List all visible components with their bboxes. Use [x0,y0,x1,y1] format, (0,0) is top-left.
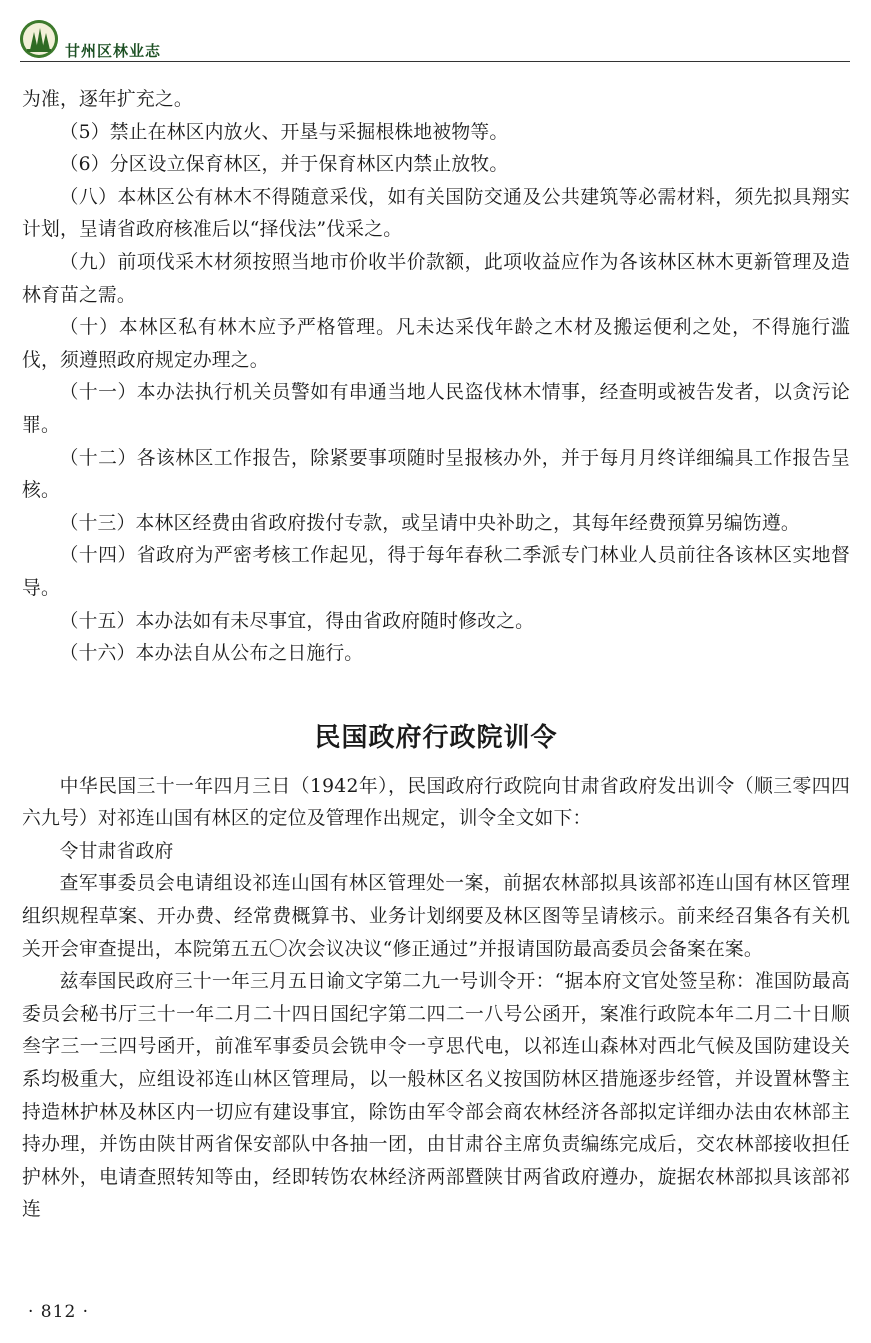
page-body [22,84,850,1227]
paragraph: （十六）本办法自从公布之日施行。 [59,643,364,665]
paragraph: （十二）各该林区工作报告，除紧要事项随时呈报核办外，并于每月月终详细编具工作报告呈核。 [22,447,850,502]
paragraph: （十三）本林区经费由省政府拨付专款，或呈请中央补助之，其每年经费预算另编饬遵。 [59,512,800,534]
paragraph: （5）禁止在林区内放火、开垦与采掘根株地被物等。 [59,121,509,143]
paragraph: 中华民国三十一年四月三日（1942年），民国政府行政院向甘肃省政府发出训令（顺三零四四六九号）对祁连山国有林区的定位及管理作出规定，训令全文如下： [22,775,850,830]
paragraph: 兹奉国民政府三十一年三月五日谕文字第二九一号训令开：“据本府文官处签呈称：准国防最高委员会秘书厅三十一年二月二十四日国纪字第二四二一八号公函开，案准行政院本年二月二十日顺叁字三一三四号函开，前准军事委员会铣申令一亨思代电，以祁连山森林对西北气候及国防建设关系均极重大，应组设祁连山林区管理局，以一般林区名义按国防林区措施逐步经管，并设置林警主持造林护林及林区内一切应有建设事宜，除饬由军令部会商农林经济各部拟定详细办法由农林部主持办理，并饬由陕甘两省保安部队中各抽一团，由甘肃谷主席负责编练完成后，交农林部接收担任护林外，电请查照转知等由，经即转饬农林经济两部暨陕甘两省政府遵办，旋据农林部拟具该部祁连 [22,971,850,1221]
page-header [20,18,850,64]
paragraph: （十）本林区私有林木应予严格管理。凡未达采伐年龄之木材及搬运便利之处，不得施行滥伐，须遵照政府规定办理之。 [22,317,850,371]
forest-logo-icon [20,20,58,58]
paragraph: （十四）省政府为严密考核工作起见，得于每年春秋二季派专门林业人员前往各该林区实地督导。 [22,545,850,599]
section-title: 民国政府行政院训令 [314,722,558,753]
paragraph: （十一）本办法执行机关员警如有串通当地人民盗伐林木情事，经查明或被告发者，以贪污论罪。 [22,382,850,436]
paragraph: （6）分区设立保育林区，并于保育林区内禁止放牧。 [59,154,509,176]
paragraph: （九）前项伐采木材须按照当地市价收半价款额，此项收益应作为各该林区林木更新管理及造林育苗之需。 [22,251,850,306]
paragraph: （十五）本办法如有未尽事宜，得由省政府随时修改之。 [59,610,535,632]
paragraph: 为准，逐年扩充之。 [22,89,193,110]
page-number: · 812 · [28,1302,90,1322]
header-divider [20,61,850,62]
paragraph: 令甘肃省政府 [59,840,174,862]
paragraph: 查军事委员会电请组设祁连山国有林区管理处一案，前据农林部拟具该部祁连山国有林区管理组织规程草案、开办费、经常费概算书、业务计划纲要及林区图等呈请核示。前来经召集各有关机关开会审查提出，本院第五五〇次会议决议“修正通过”并报请国防最高委员会备案在案。 [22,873,850,960]
paragraph: （八）本林区公有林木不得随意采伐，如有关国防交通及公共建筑等必需材料，须先拟具翔实计划，呈请省政府核准后以“择伐法”伐采之。 [22,186,850,241]
book-title: 甘州区林业志 [65,42,162,60]
